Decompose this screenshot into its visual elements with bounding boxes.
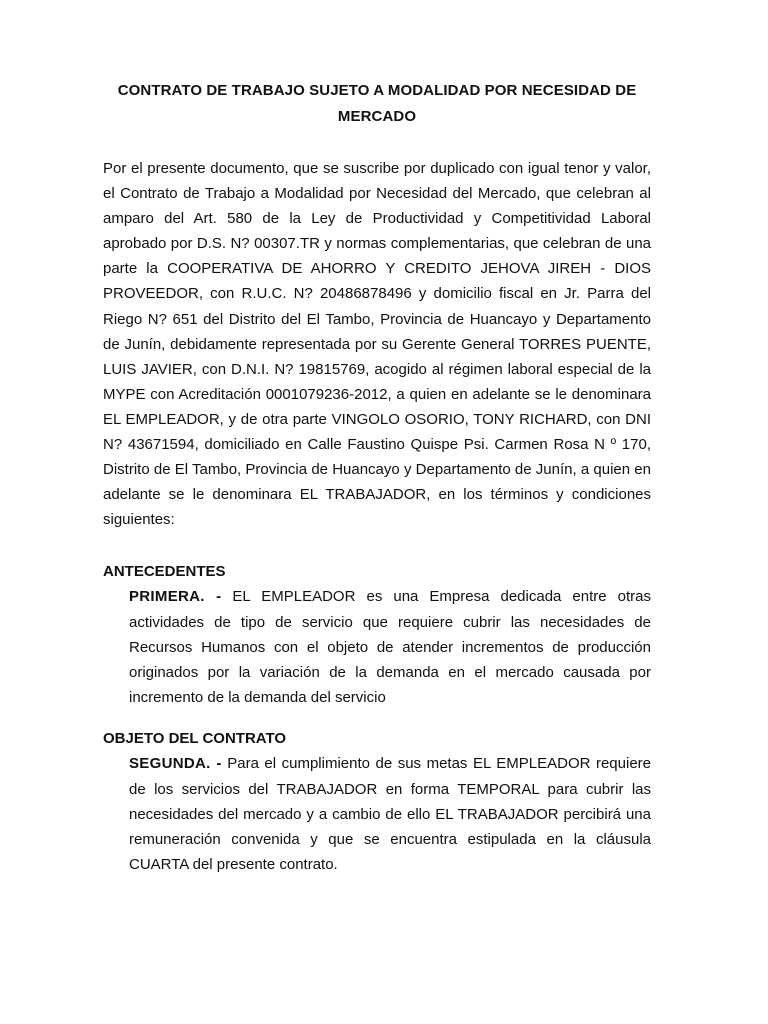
section-heading-antecedentes: ANTECEDENTES: [103, 563, 226, 581]
section-heading-objeto: OBJETO DEL CONTRATO: [103, 730, 287, 748]
clause-label: SEGUNDA. -: [129, 755, 222, 773]
intro-paragraph: Por el presente documento, que se suscribe por duplicado con igual tenor y valor, el Contrato de Trabajo a Modalidad por Necesidad del Mercado, que celebran al amparo del Art. 580 de la Ley de Productividad y Competitividad Laboral aprobado por D.S. N? 00307.TR y normas complementarias, que celebran de una parte la COOPERATIVA DE AHORRO Y CREDITO JEHOVA JIREH - DIOS PROVEEDOR, con R.U.C. N? 20486878496 y domicilio fiscal en Jr. Parra del Riego N? 651 del Distrito del El Tambo, Provincia de Huancayo y Departamento de Junín, debidamente representada por su Gerente General TORRES PUENTE, LUIS JAVIER, con D.N.I. N? 19815769, acogido al régimen laboral especial de la MYPE con Acreditación 0001079236-2012, a quien en adelante se le denominara EL EMPLEADOR, y de otra parte VINGOLO OSORIO, TONY RICHARD, con DNI N? 43671594, domiciliado en Calle Faustino Quispe Psi. Carmen Rosa N º 170, Distrito de El Tambo, Provincia de Huancayo y Departamento de Junín, a quien en adelante se le denominara EL TRABAJADOR, en los términos y condiciones siguientes:: [103, 160, 651, 529]
document-title: [103, 78, 651, 130]
clause-text: EL EMPLEADOR es una Empresa dedicada entre otras actividades de tipo de servicio que requiere cubrir las necesidades de Recursos Humanos con el objeto de atender incrementos de producción originados por la variación de la demanda en el mercado causada por incremento de la demanda del servicio: [129, 588, 651, 707]
title-line-1: CONTRATO DE TRABAJO SUJETO A MODALIDAD POR NECESIDAD DE: [117, 82, 637, 99]
clause-text: Para el cumplimiento de sus metas EL EMPLEADOR requiere de los servicios del TRABAJADOR en forma TEMPORAL para cubrir las necesidades del mercado y a cambio de ello EL TRABAJADOR percibirá una remuneración convenida y que se encuentra estipulada en la cláusula CUARTA del presente contrato.: [129, 755, 652, 874]
clause-label: PRIMERA. -: [129, 588, 222, 606]
clause-segunda: [129, 751, 651, 877]
title-line-2: MERCADO: [337, 108, 417, 125]
clause-primera: [129, 584, 651, 710]
